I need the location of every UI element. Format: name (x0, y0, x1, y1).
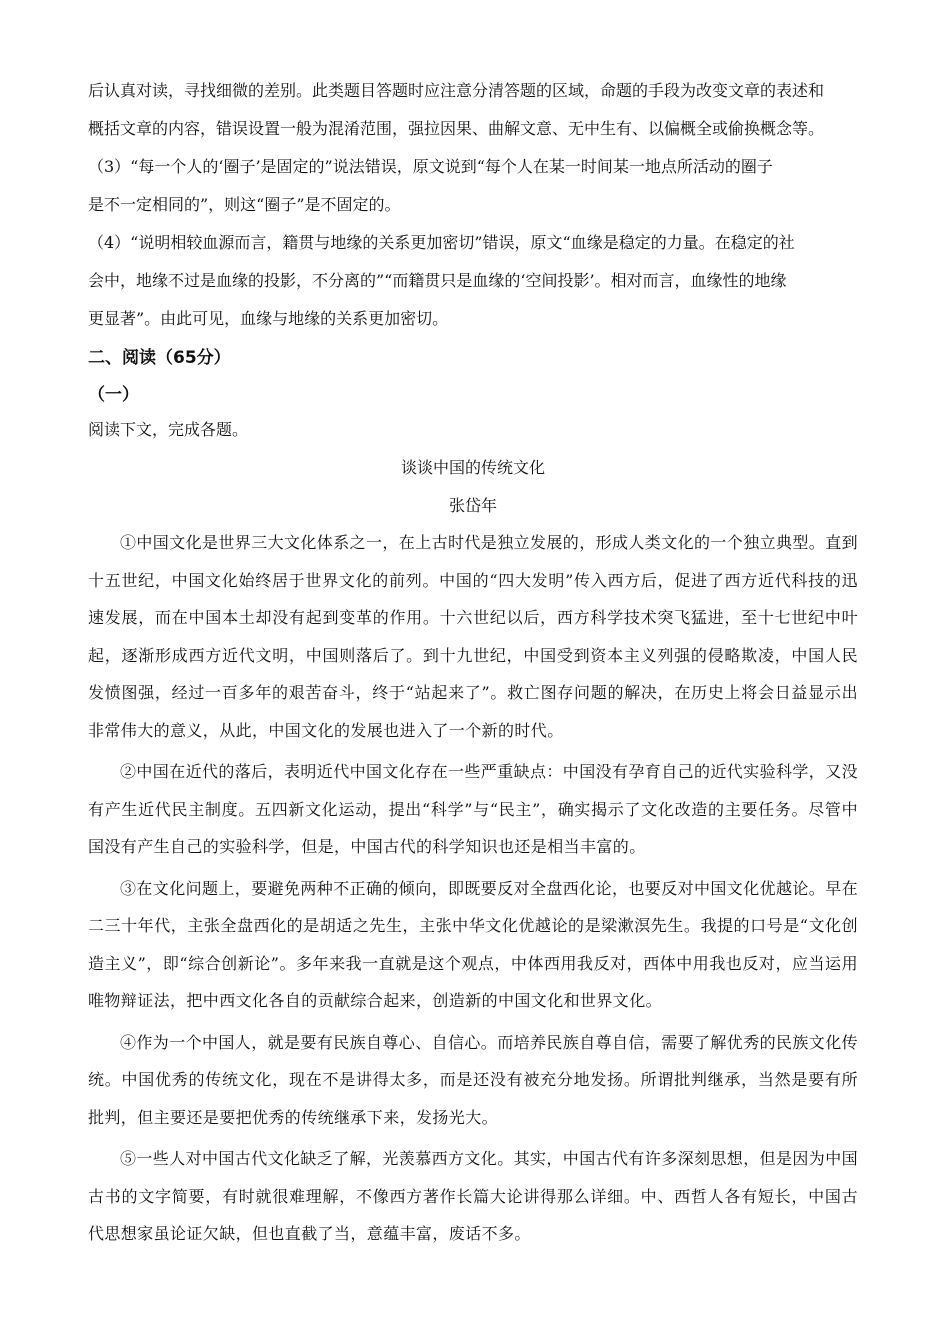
article-paragraph: ②中国在近代的落后，表明近代中国文化存在一些严重缺点：中国没有孕育自己的近代实验科学，又没有产生近代民主制度。五四新文化运动，提出“科学”与“民主”，确实揭示了文化改造的主要任务。尽管中国没有产生自己的实验科学，但是，中国古代的科学知识也还是相当丰富的。 (88, 762, 859, 856)
text-line: 是不一定相同的”，则这“圈子”是不固定的。 (88, 195, 401, 214)
article-paragraph: ③在文化问题上，要避免两种不正确的倾向，即既要反对全盘西化论，也要反对中国文化优越论。早在二三十年代，主张全盘西化的是胡适之先生，主张中华文化优越论的是梁漱溟先生。我提的口号是“文化创造主义”，即“综合创新论”。多年来我一直就是这个观点，中体西用我反对，西体中用我也反对，应当运用唯物辩证法，把中西文化各自的贡献综合起来，创造新的中国文化和世界文化。 (88, 878, 859, 1010)
subsection-heading: （一） (88, 385, 139, 405)
article-body (88, 524, 858, 1257)
instruction-text: 阅读下文，完成各题。 (88, 420, 249, 439)
section-heading: 二、阅读（65分） (88, 348, 231, 368)
article-paragraph: ①中国文化是世界三大文化体系之一，在上古时代是独立发展的，形成人类文化的一个独立典型。直到十五世纪，中国文化始终居于世界文化的前列。中国的“四大发明”传入西方后，促进了西方近代科技的迅速发展，而在中国本土却没有起到变革的作用。十六世纪以后，西方科学技术突飞猛进，至十七世纪中叶起，逐渐形成西方近代文明，中国则落后了。到十九世纪，中国受到资本主义列强的侵略欺凌，中国人民发愤图强，经过一百多年的艰苦奋斗，终于“站起来了”。救亡图存问题的解决，在历史上将会日益显示出非常伟大的意义，从此，中国文化的发展也进入了一个新的时代。 (88, 533, 859, 740)
article-paragraph: ④作为一个中国人，就是要有民族自尊心、自信心。而培养民族自尊自信，需要了解优秀的民族文化传统。中国优秀的传统文化，现在不是讲得太多，而是还没有被充分地发扬。所谓批判继承，当然是要有所批判，但主要还是要把优秀的传统继承下来，发扬光大。 (88, 1032, 859, 1127)
text-line: 后认真对读，寻找细微的差别。此类题目答题时应注意分清答题的区域，命题的手段为改变文章的表述和 (88, 81, 825, 100)
text-line: 会中，地缘不过是血缘的投影，不分离的”“而籍贯只是血缘的‘空间投影’。相对而言，血缘性的地缘 (88, 271, 787, 290)
article-author: 张岱年 (448, 496, 497, 515)
text-line: 概括文章的内容，错误设置一般为混淆范围，强拉因果、曲解文意、无中生有、以偏概全或偷换概念等。 (88, 119, 825, 138)
answer-explanation (88, 72, 858, 338)
article-title: 谈谈中国的传统文化 (400, 458, 545, 477)
text-line: （4）“说明相较血源而言，籍贯与地缘的关系更加密切”错误，原文“血缘是稳定的力量。在稳定的社 (88, 233, 795, 252)
article-paragraph: ⑤一些人对中国古代文化缺乏了解，光羡慕西方文化。其实，中国古代有许多深刻思想，但是因为中国古书的文字简要，有时就很难理解，不像西方著作长篇大论讲得那么详细。中、西哲人各有短长，中国古代思想家虽论证欠缺，但也直截了当，意蕴丰富，废话不多。 (88, 1149, 859, 1243)
text-line: （3）“每一个人的‘圈子’是固定的”说法错误，原文说到“每个人在某一时间某一地点所活动的圈子 (88, 157, 773, 176)
text-line: 更显著”。由此可见，血缘与地缘的关系更加密切。 (88, 309, 449, 328)
